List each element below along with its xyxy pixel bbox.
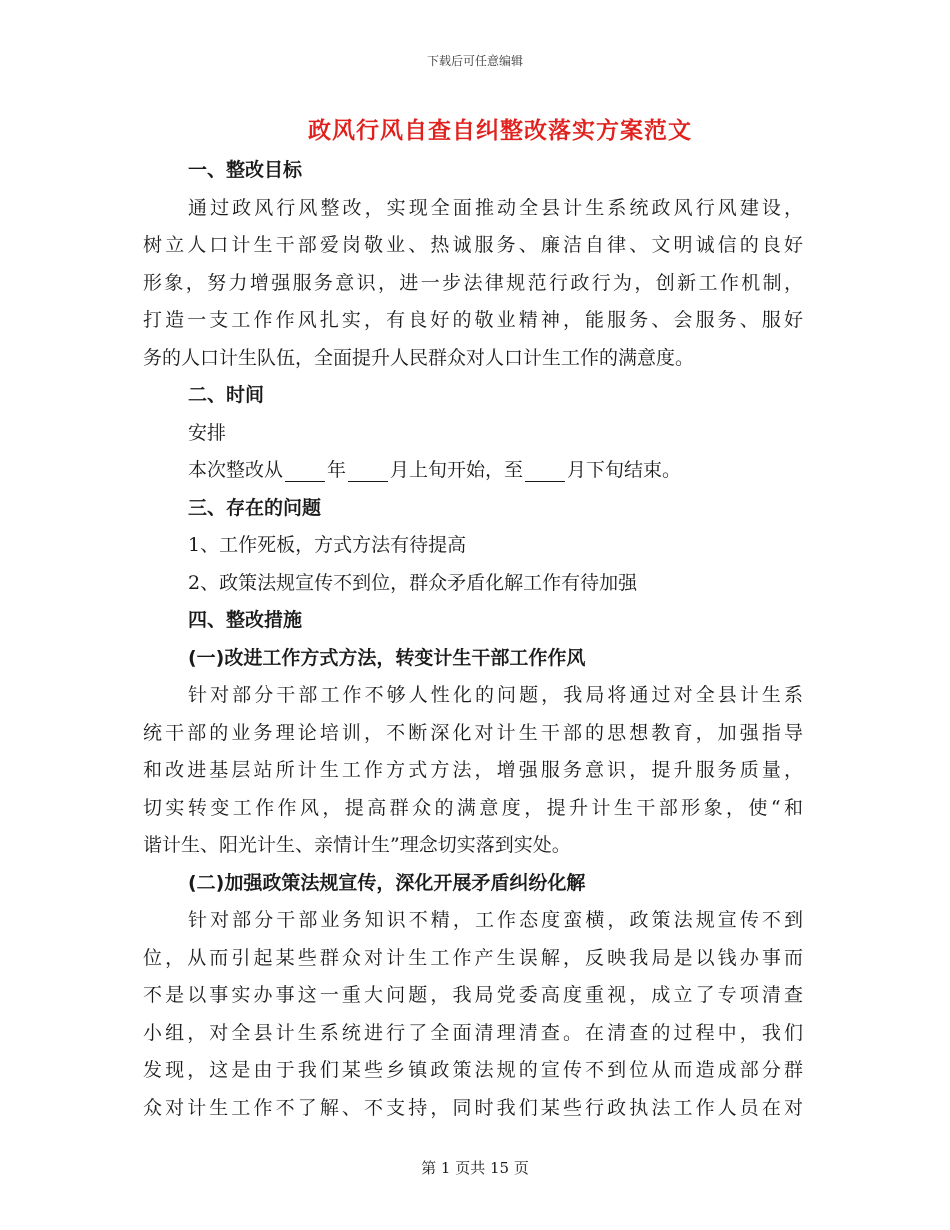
document-title: 政风行风自查自纠整改落实方案范文 (308, 118, 692, 144)
paragraph-line: 位，从而引起某些群众对计生工作产生误解，反映我局是以钱办事而 (143, 946, 803, 969)
paragraph-line: 不是以事实办事这一重大问题，我局党委高度重视，成立了专项清查 (143, 984, 803, 1006)
paragraph-line: 众对计生工作不了解、不支持，同时我们某些行政执法工作人员在对 (143, 1096, 803, 1119)
section-heading-goals: 一、整改目标 (188, 159, 303, 181)
blank-year (285, 461, 325, 482)
paragraph-line: 打造一支工作作风扎实，有良好的敬业精神，能服务、会服务、服好 (143, 309, 803, 331)
paragraph-line: 和改进基层站所计生工作方式方法，增强服务意识，提升服务质量， (143, 759, 803, 781)
schedule-line (143, 452, 803, 490)
section-heading-measures: 四、整改措施 (188, 609, 303, 631)
paragraph-line: 统干部的业务理论培训，不断深化对计生干部的思想教育，加强指导 (143, 721, 803, 744)
sub-heading-2: (二)加强政策法规宣传，深化开展矛盾纠纷化解 (188, 871, 586, 894)
paragraph-line: 树立人口计生干部爱岗敬业、热诚服务、廉洁自律、文明诚信的良好 (143, 234, 803, 256)
paragraph-line: 针对部分干部业务知识不精，工作态度蛮横，政策法规宣传不到 (188, 909, 803, 931)
paragraph-line: 谐计生、阳光计生、亲情计生”理念切实落到实处。 (143, 834, 571, 856)
page-number: 第 1 页共 15 页 (421, 1159, 529, 1177)
blank-start-month (348, 461, 388, 482)
paragraph-line: 切实转变工作作风，提高群众的满意度，提升计生干部形象，使“和 (143, 796, 803, 819)
list-item: 1、工作死板，方式方法有待提高 (188, 534, 467, 556)
section-heading-time: 二、时间 (188, 384, 265, 406)
paragraph-line: 务的人口计生队伍，全面提升人民群众对人口计生工作的满意度。 (143, 346, 695, 369)
paragraph-line: 安排 (188, 421, 227, 444)
paragraph-line: 针对部分干部工作不够人性化的问题，我局将通过对全县计生系 (188, 684, 803, 706)
paragraph-line: 通过政风行风整改，实现全面推动全县计生系统政风行风建设， (188, 196, 803, 219)
sub-heading-1: (一)改进工作方式方法，转变计生干部工作作风 (188, 646, 586, 669)
schedule-text: 年 (327, 459, 347, 481)
document-body (143, 152, 803, 1127)
schedule-text: 月下旬结束。 (567, 459, 682, 481)
blank-end-month (525, 461, 565, 482)
schedule-text: 月上旬开始，至 (390, 459, 524, 481)
paragraph-line: 发现，这是由于我们某些乡镇政策法规的宣传不到位从而造成部分群 (143, 1059, 803, 1081)
list-item: 2、政策法规宣传不到位，群众矛盾化解工作有待加强 (188, 571, 638, 594)
paragraph-line: 小组，对全县计生系统进行了全面清理清查。在清查的过程中，我们 (143, 1021, 803, 1044)
page-header-note: 下载后可任意编辑 (426, 54, 523, 68)
section-heading-problems: 三、存在的问题 (188, 496, 322, 519)
schedule-text: 本次整改从 (188, 459, 284, 481)
paragraph-line: 形象，努力增强服务意识，进一步法律规范行政行为，创新工作机制， (143, 271, 803, 294)
